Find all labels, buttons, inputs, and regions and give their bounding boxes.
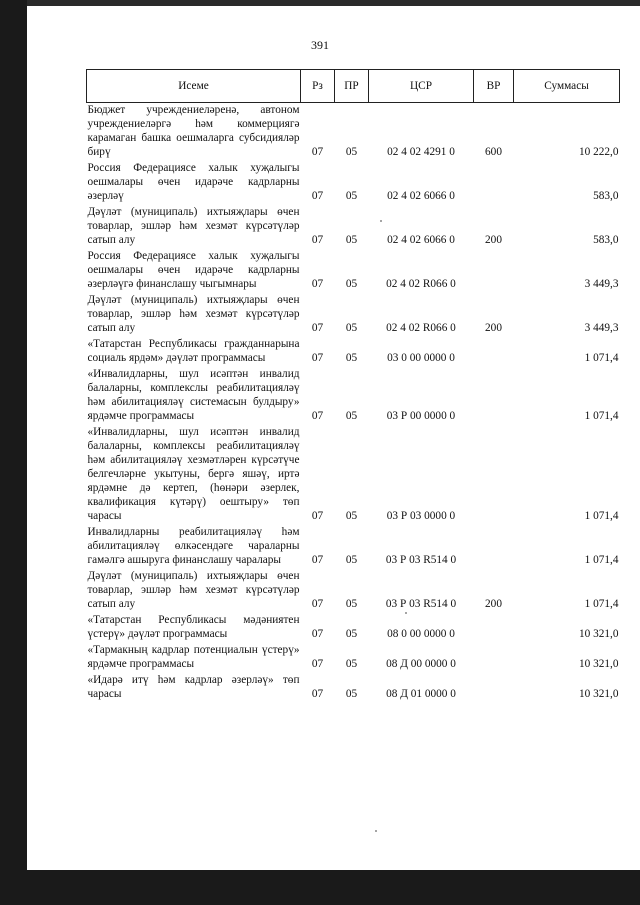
row-rz: 07 xyxy=(311,410,324,422)
row-pr: 05 xyxy=(345,554,358,566)
header-rz: Рз xyxy=(301,70,335,103)
row-vr xyxy=(474,673,514,703)
row-pr: 05 xyxy=(345,658,358,670)
header-csr: ЦСР xyxy=(369,70,474,103)
row-name: «Инвалидларны, шул исәптән инвалид балаларны, комплексы реабилитацияләү һәм абилитацияләү хезмәтләрен күрсәтүче белгечләрне укытуны, бергә яшәү, иртә ярдәмне дә кертеп, (һөнәри әзерлек, квалификация күтәрү) оештыру» төп чарасы xyxy=(87,426,300,522)
scan-speck xyxy=(380,220,382,222)
scan-edge-bottom xyxy=(0,870,640,905)
page-number: 391 xyxy=(311,38,329,52)
row-csr: 02 4 02 6066 0 xyxy=(387,234,455,246)
row-rz: 07 xyxy=(311,234,324,246)
row-name: Россия Федерациясе халык хуҗалыгы оешмалары өчен идарәче кадрларны әзерләү xyxy=(87,162,300,202)
row-rz: 07 xyxy=(311,598,324,610)
row-sum: 10 222,0 xyxy=(578,146,619,158)
row-rz: 07 xyxy=(311,146,324,158)
row-csr: 08 0 00 0000 0 xyxy=(387,628,455,640)
table-row xyxy=(87,569,620,613)
row-name: «Идарә итү һәм кадрлар әзерләү» төп чарасы xyxy=(87,674,300,700)
row-rz: 07 xyxy=(311,658,324,670)
row-sum: 583,0 xyxy=(593,234,619,246)
row-sum: 1 071,4 xyxy=(584,352,619,364)
row-vr xyxy=(474,367,514,425)
row-vr xyxy=(474,613,514,643)
scan-edge-top xyxy=(27,0,640,6)
row-name: Россия Федерациясе халык хуҗалыгы оешмалары өчен идарәче кадрларны әзерләүгә финанслашу чыгымнары xyxy=(87,250,300,290)
row-rz: 07 xyxy=(311,510,324,522)
row-sum: 10 321,0 xyxy=(578,688,619,700)
header-pr: ПР xyxy=(335,70,369,103)
row-name: «Татарстан Республикасы мәдәниятен үстерү» дәүләт программасы xyxy=(87,614,300,640)
table-row xyxy=(87,613,620,643)
row-vr xyxy=(474,161,514,205)
row-pr: 05 xyxy=(345,322,358,334)
row-vr: 600 xyxy=(485,146,502,158)
row-sum: 1 071,4 xyxy=(584,510,619,522)
row-rz: 07 xyxy=(311,628,324,640)
row-name: Дәүләт (муниципаль) ихтыяҗлары өчен товарлар, эшләр һәм хезмәт күрсәтүләр сатып алу xyxy=(87,570,300,610)
row-pr: 05 xyxy=(345,146,358,158)
row-sum: 10 321,0 xyxy=(578,658,619,670)
row-pr: 05 xyxy=(345,510,358,522)
row-csr: 03 Р 03 R514 0 xyxy=(385,598,457,610)
row-name: «Татарстан Республикасы гражданнарына социаль ярдәм» дәүләт программасы xyxy=(87,338,300,364)
row-pr: 05 xyxy=(345,234,358,246)
scan-edge-left xyxy=(0,0,27,905)
row-pr: 05 xyxy=(345,410,358,422)
table-row xyxy=(87,643,620,673)
table-row xyxy=(87,249,620,293)
row-sum: 1 071,4 xyxy=(584,554,619,566)
row-name: Бюджет учреждениеләренә, автоном учреждениеләргә һәм коммерциягә карамаган башка оешмаларга субсидияләр бирү xyxy=(87,104,300,158)
row-pr: 05 xyxy=(345,190,358,202)
row-rz: 07 xyxy=(311,688,324,700)
row-csr: 03 Р 00 0000 0 xyxy=(386,410,456,422)
row-vr xyxy=(474,425,514,525)
row-csr: 02 4 02 R066 0 xyxy=(386,322,456,334)
row-vr xyxy=(474,643,514,673)
row-csr: 08 Д 00 0000 0 xyxy=(386,658,456,670)
row-csr: 02 4 02 R066 0 xyxy=(386,278,456,290)
table-row xyxy=(87,367,620,425)
row-csr: 02 4 02 4291 0 xyxy=(387,146,455,158)
table-row xyxy=(87,673,620,703)
row-rz: 07 xyxy=(311,278,324,290)
row-pr: 05 xyxy=(345,688,358,700)
table-row xyxy=(87,103,620,162)
row-rz: 07 xyxy=(311,554,324,566)
table-row xyxy=(87,161,620,205)
row-sum: 1 071,4 xyxy=(584,410,619,422)
row-pr: 05 xyxy=(345,628,358,640)
row-csr: 02 4 02 6066 0 xyxy=(387,190,455,202)
row-csr: 03 Р 03 0000 0 xyxy=(386,510,456,522)
row-sum: 3 449,3 xyxy=(584,322,619,334)
row-sum: 583,0 xyxy=(593,190,619,202)
row-csr: 03 Р 03 R514 0 xyxy=(385,554,457,566)
budget-table xyxy=(86,69,620,703)
table-row xyxy=(87,425,620,525)
row-csr: 08 Д 01 0000 0 xyxy=(386,688,456,700)
row-name: Дәүләт (муниципаль) ихтыяҗлары өчен товарлар, эшләр һәм хезмәт күрсәтүләр сатып алу xyxy=(87,294,300,334)
table-row xyxy=(87,205,620,249)
scan-speck xyxy=(405,612,407,614)
row-rz: 07 xyxy=(311,322,324,334)
header-vr: ВР xyxy=(474,70,514,103)
table-row xyxy=(87,337,620,367)
scan-speck xyxy=(375,830,377,832)
row-sum: 3 449,3 xyxy=(584,278,619,290)
row-csr: 03 0 00 0000 0 xyxy=(387,352,455,364)
row-vr xyxy=(474,337,514,367)
row-sum: 1 071,4 xyxy=(584,598,619,610)
row-pr: 05 xyxy=(345,352,358,364)
row-name: «Инвалидларны, шул исәптән инвалид балаларны, комплекслы реабилитацияләү һәм абилитацияләү системасын булдыру» ярдәмче программасы xyxy=(87,368,300,422)
row-rz: 07 xyxy=(311,352,324,364)
row-name: Дәүләт (муниципаль) ихтыяҗлары өчен товарлар, эшләр һәм хезмәт күрсәтүләр сатып алу xyxy=(87,206,300,246)
row-vr xyxy=(474,525,514,569)
header-name: Исеме xyxy=(87,70,301,103)
row-vr: 200 xyxy=(485,322,502,334)
row-pr: 05 xyxy=(345,598,358,610)
header-sum: Суммасы xyxy=(514,70,620,103)
row-name: Инвалидларны реабилитацияләү һәм абилитацияләү өлкәсендәге чараларны гамәлгә ашыруга финанслашу чаралары xyxy=(87,526,300,566)
row-name: «Тармакның кадрлар потенциалын үстерү» ярдәмче программасы xyxy=(87,644,300,670)
row-vr: 200 xyxy=(485,234,502,246)
row-vr: 200 xyxy=(485,598,502,610)
table-row xyxy=(87,293,620,337)
table-row xyxy=(87,525,620,569)
row-sum: 10 321,0 xyxy=(578,628,619,640)
row-vr xyxy=(474,249,514,293)
row-pr: 05 xyxy=(345,278,358,290)
table-header-row xyxy=(87,70,620,103)
row-rz: 07 xyxy=(311,190,324,202)
